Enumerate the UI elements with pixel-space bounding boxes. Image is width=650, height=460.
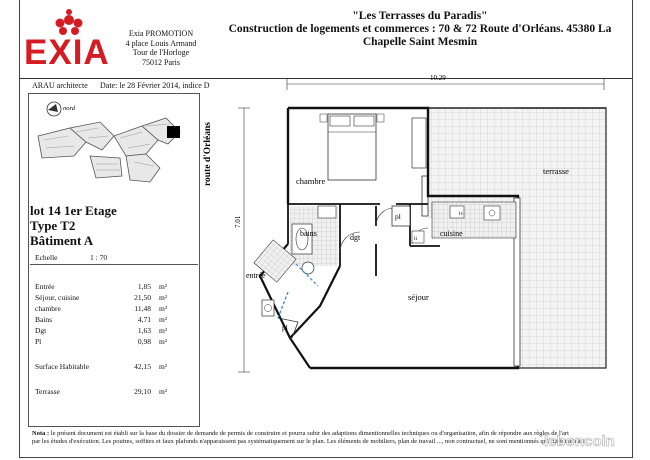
surface-name: Surface Habitable (35, 362, 89, 371)
area-value: 21,50 (134, 293, 151, 302)
promoter-block (116, 29, 206, 67)
area-row (35, 337, 185, 348)
lot-number: lot 14 1er Etage (30, 203, 117, 218)
appliance-label-li: li (414, 236, 418, 242)
bed (320, 114, 384, 180)
area-unit: m² (159, 293, 168, 302)
area-row (35, 315, 185, 326)
scale-label: Echelle (35, 253, 58, 262)
area-name: Pl (35, 337, 42, 346)
promoter-address1: 4 place Louis Armand (125, 38, 197, 48)
project-subtitle: Construction de logements et commerces : 70 & 72 Route d'Orléans. 45380 La Chapelle Saint Mesmin (228, 23, 612, 48)
room-label-bains: bains (300, 229, 317, 238)
dimension-left-label: 7.01 (234, 215, 242, 228)
area-row (35, 304, 185, 315)
room-label-pl-entry: pl (282, 323, 288, 332)
area-value: 1,85 (137, 282, 151, 291)
area-unit: m² (159, 337, 168, 346)
room-label-sejour: séjour (408, 292, 429, 302)
area-name: Séjour, cuisine (35, 293, 80, 302)
lot-building: Bâtiment A (30, 233, 94, 248)
note-line2: par les études d'exécution. Les poutres, soffites et faux plafonds n'apparaissent pas systématiquement sur le plan. Les éléments de mobiliers, plan de travail ..., non contractuel, ne sont mentionnés qu'à titre indicatif. (32, 438, 588, 445)
area-unit: m² (159, 282, 168, 291)
dimension-top (287, 74, 604, 90)
road-label: route d'Orléans (203, 122, 213, 186)
room-label-chambre: chambre (296, 176, 326, 186)
room-label-pl: pl (395, 212, 401, 221)
surface-unit: m² (159, 362, 168, 371)
appliance-label-lv: lv (459, 211, 464, 217)
terrace-value: 29,10 (134, 387, 151, 396)
area-name: Entrée (35, 282, 55, 291)
note-line1: le présent document est établi sur la base du dossier de demande de permis de construire et pourra subir des adaptions dimentionnelles techniques ou d'organisation, afin de répondre aux règles de l'art (49, 430, 569, 437)
area-unit: m² (159, 315, 168, 324)
area-value: 11,48 (134, 304, 151, 313)
lot-title-block (30, 203, 117, 248)
panel-divider (30, 264, 198, 265)
promoter-address2: Tour de l'Horloge (132, 48, 190, 57)
area-name: Dgt (35, 326, 47, 335)
floor-plan (200, 56, 630, 426)
room-label-dgt: dgt (350, 233, 361, 242)
highlighted-lot-marker (167, 126, 180, 138)
area-table (35, 282, 185, 398)
area-name: chambre (35, 304, 61, 313)
dimension-top-label: 10.29 (430, 74, 446, 82)
terrace-row (35, 387, 185, 398)
surface-row (35, 362, 185, 373)
terrace-area-upper (428, 108, 518, 218)
project-header (210, 10, 630, 49)
lot-type: Type T2 (30, 218, 76, 233)
area-unit: m² (159, 326, 168, 335)
key-plan-diagram (30, 96, 198, 192)
note-label: Nota : (32, 430, 50, 437)
logo-wordmark: EXIA (24, 33, 110, 72)
terrace-unit: m² (159, 387, 168, 396)
scale-value: 1 : 70 (90, 253, 108, 262)
promoter-name: Exia PROMOTION (128, 29, 194, 38)
north-arrow (47, 102, 61, 116)
room-label-entree: entrée (246, 271, 266, 280)
area-name: Bains (35, 315, 53, 324)
area-value: 1,63 (137, 326, 151, 335)
area-row (35, 326, 185, 337)
architect-label: ARAU architecte (32, 81, 88, 90)
area-value: 4,71 (137, 315, 151, 324)
area-row (35, 293, 185, 304)
terrace-name: Terrasse (35, 387, 60, 396)
area-row (35, 282, 185, 293)
dimension-left (234, 108, 250, 372)
leboncoin-watermark (540, 426, 630, 456)
area-unit: m² (159, 304, 168, 313)
revision-date: Date: le 28 Février 2014, indice D (100, 81, 210, 90)
watermark-text: leboncoin (544, 433, 615, 450)
north-label: nord (63, 105, 76, 112)
room-label-cuisine: cuisine (440, 229, 463, 238)
room-label-terrasse: terrasse (543, 166, 569, 176)
surface-value: 42,15 (134, 362, 151, 371)
area-value: 0,98 (137, 337, 151, 346)
terrace-area (517, 108, 606, 368)
promoter-address3: 75012 Paris (142, 57, 180, 67)
disclaimer-note (32, 430, 592, 446)
project-title: "Les Terrasses du Paradis" (352, 10, 488, 22)
